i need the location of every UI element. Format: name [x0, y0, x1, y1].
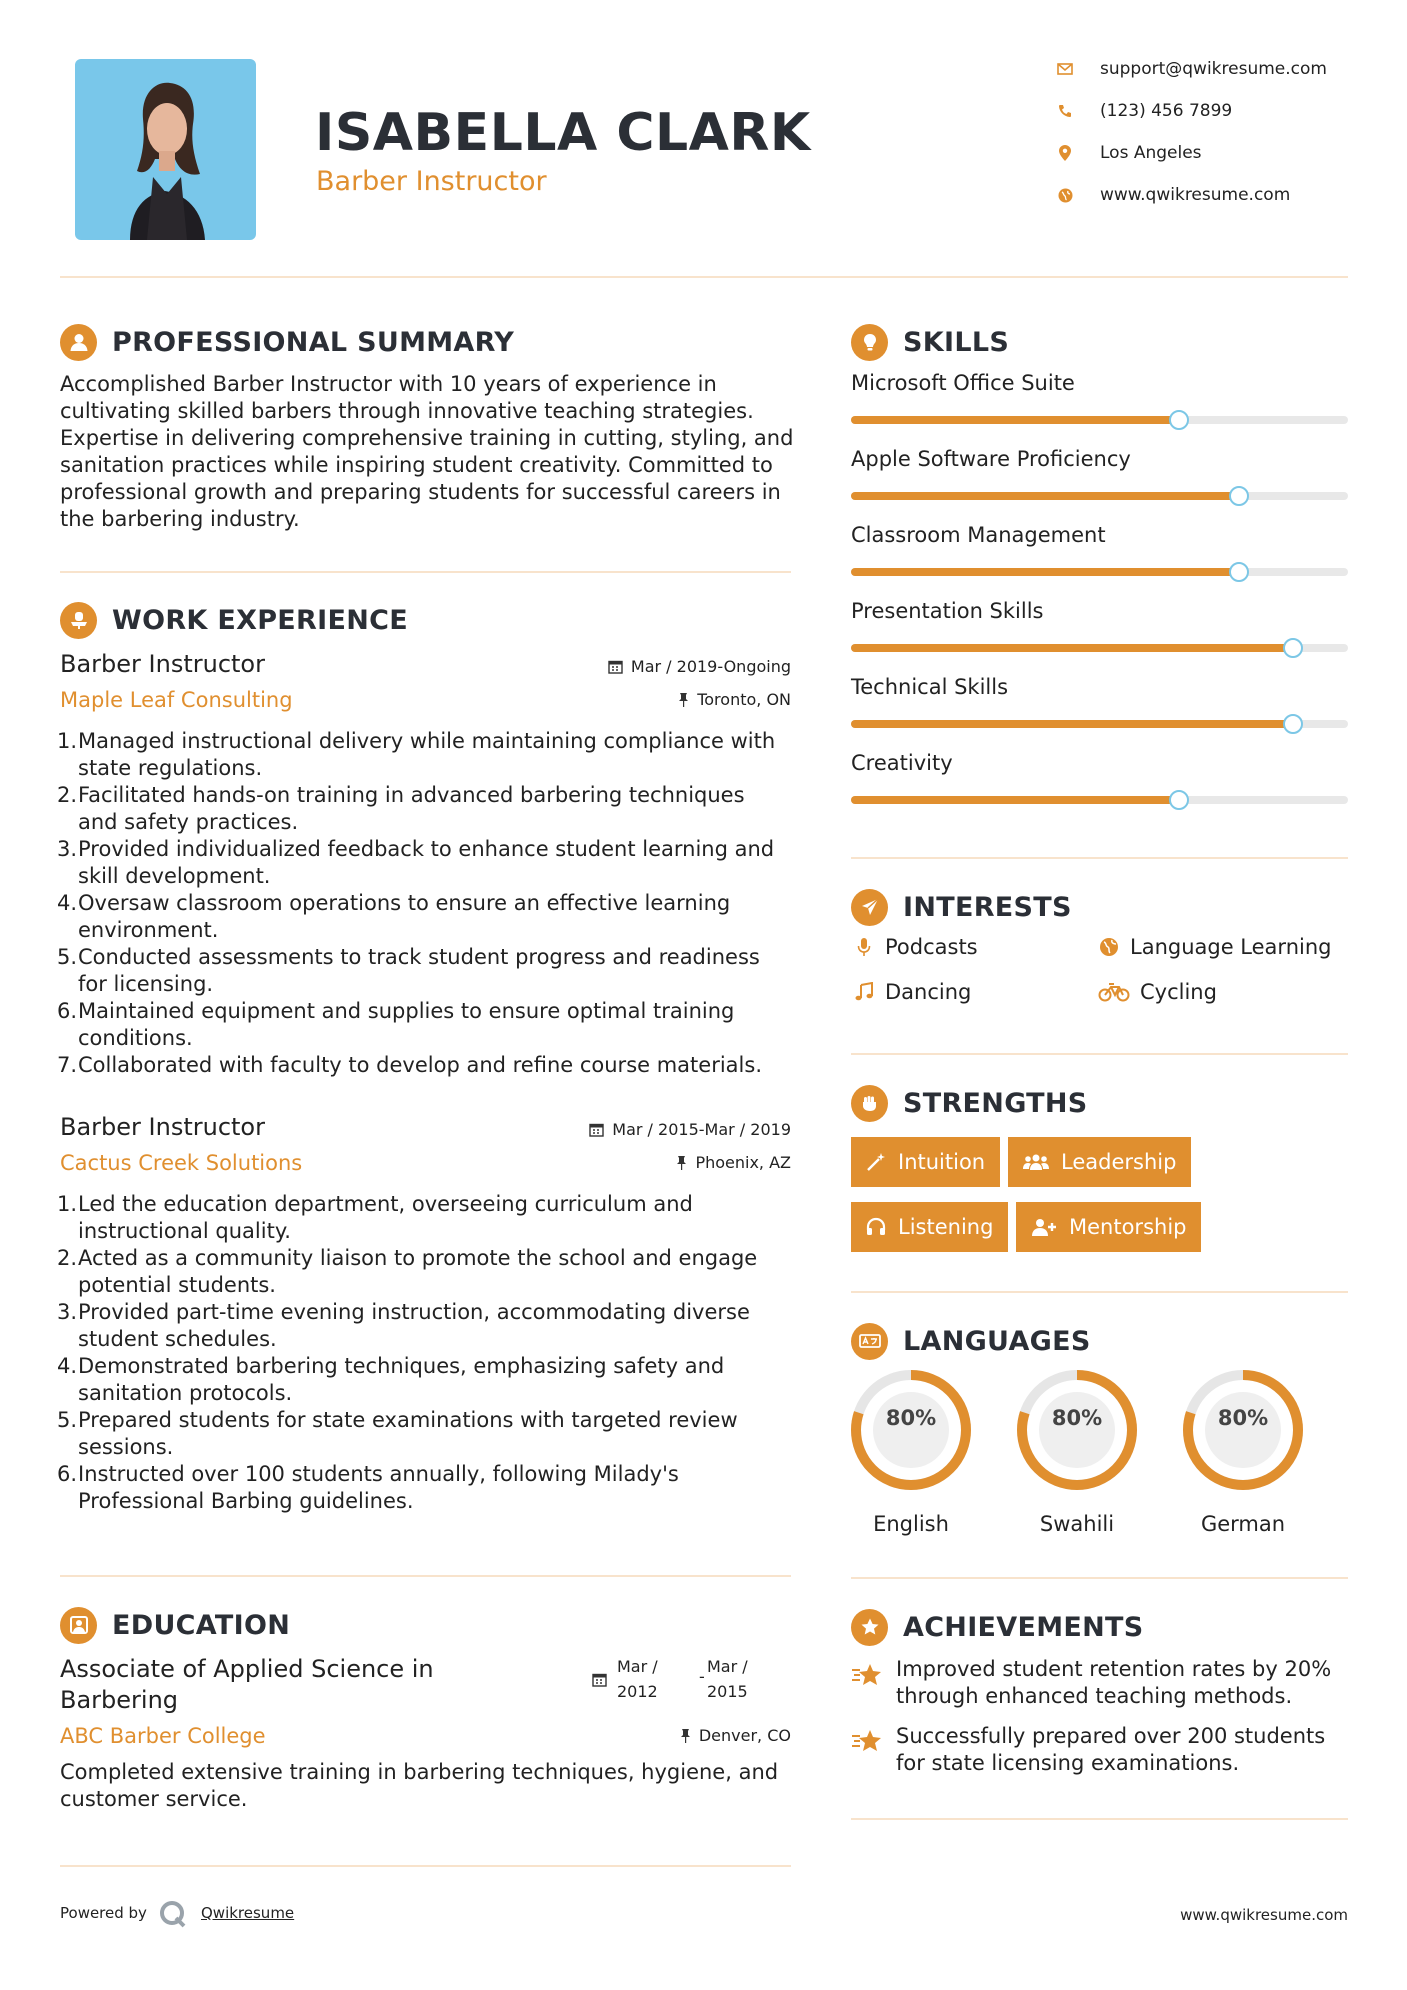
skill-track: [851, 644, 1348, 652]
list-item: [57, 1407, 800, 1461]
language-progress-ring: [1015, 1368, 1139, 1492]
list-line: Managed instructional delivery while maintaining compliance with: [78, 729, 776, 753]
list-item: [57, 1191, 800, 1245]
skill-track: [851, 796, 1348, 804]
list-number: 6.: [57, 1462, 78, 1486]
education-desc-line: customer service.: [60, 1787, 248, 1811]
summary-line: cultivating skilled barbers through innovative teaching strategies.: [60, 399, 754, 423]
strength-label: Leadership: [1061, 1150, 1177, 1174]
skill-name: Presentation Skills: [851, 599, 1044, 623]
graduate-icon: [60, 1607, 97, 1644]
skill-name: Classroom Management: [851, 523, 1106, 547]
education-start: [617, 1654, 658, 1704]
summary-title: PROFESSIONAL SUMMARY: [112, 326, 515, 358]
language-percent: 80%: [1051, 1406, 1103, 1430]
list-item: [57, 890, 800, 944]
language-percent: 80%: [885, 1406, 937, 1430]
education-desc-line: Completed extensive training in barbering techniques, hygiene, and: [60, 1760, 779, 1784]
strength-label: Listening: [898, 1215, 994, 1239]
education-location-text: Denver, CO: [698, 1726, 791, 1745]
list-line: for licensing.: [78, 972, 214, 996]
skills-divider: [851, 857, 1348, 859]
list-number: 2.: [57, 1246, 78, 1270]
skill-slider-handle[interactable]: [1283, 714, 1303, 734]
powered-by-label: Powered by: [60, 1904, 147, 1922]
strengths-divider: [851, 1291, 1348, 1293]
job-title: Barber Instructor: [60, 1113, 265, 1141]
summary-heading: [60, 322, 514, 362]
headphones-icon: [866, 1217, 886, 1237]
list-item: [57, 782, 800, 836]
list-line: state regulations.: [78, 756, 263, 780]
skill-level-fill: [851, 492, 1239, 500]
globe-icon: [1056, 186, 1074, 204]
education-divider: [60, 1865, 791, 1867]
contact-email-text: support@qwikresume.com: [1100, 59, 1327, 79]
list-number: 1.: [57, 729, 78, 753]
list-item: [57, 1052, 800, 1079]
school-name: ABC Barber College: [60, 1724, 266, 1748]
language-progress-ring: [1181, 1368, 1305, 1492]
qwikresume-link[interactable]: Qwikresume: [201, 1904, 295, 1922]
strength-label: Intuition: [898, 1150, 986, 1174]
skill-name: Technical Skills: [851, 675, 1009, 699]
paper-plane-icon: [851, 889, 888, 926]
list-line: Professional Barbing guidelines.: [78, 1489, 414, 1513]
list-number: 6.: [57, 999, 78, 1023]
interests-divider: [851, 1053, 1348, 1055]
candidate-title: Barber Instructor: [316, 166, 547, 197]
list-line: sessions.: [78, 1435, 174, 1459]
qwikresume-logo-icon: [158, 1899, 188, 1933]
achievement-line: through enhanced teaching methods.: [896, 1684, 1293, 1708]
skill-level-fill: [851, 644, 1293, 652]
skill-track: [851, 416, 1348, 424]
pin-icon: [680, 1728, 691, 1743]
trophy-star-icon: [851, 1662, 883, 1692]
profile-photo: [75, 59, 256, 240]
contact-website[interactable]: [1056, 181, 1290, 209]
job-location-text: Phoenix, AZ: [695, 1153, 791, 1172]
skill-slider-handle[interactable]: [1169, 790, 1189, 810]
list-line: Conducted assessments to track student progress and readiness: [78, 945, 760, 969]
interest-item: [851, 935, 978, 959]
list-number: 4.: [57, 1354, 78, 1378]
list-number: 5.: [57, 1408, 78, 1432]
skill-slider-handle[interactable]: [1169, 410, 1189, 430]
language-ring: [1181, 1368, 1305, 1496]
list-line: environment.: [78, 918, 219, 942]
education-heading: [60, 1605, 290, 1645]
date-line: 2012: [617, 1682, 658, 1701]
achievement-item: [896, 1656, 1346, 1710]
skill-slider-handle[interactable]: [1283, 638, 1303, 658]
contact-location: [1056, 139, 1202, 167]
interest-label: Dancing: [885, 980, 972, 1004]
skills-heading: [851, 322, 1009, 362]
interest-label: Language Learning: [1130, 935, 1332, 959]
job-title: Barber Instructor: [60, 650, 265, 678]
achievement-line: Improved student retention rates by 20%: [896, 1657, 1332, 1681]
language-item: [849, 1368, 973, 1536]
education-description: [60, 1759, 800, 1813]
language-name: Swahili: [1039, 1512, 1115, 1536]
interest-item: [1096, 980, 1217, 1004]
summary-text: [60, 371, 800, 533]
strength-badge: [851, 1202, 1008, 1252]
summary-line: the barbering industry.: [60, 507, 300, 531]
interests-title: INTERESTS: [903, 891, 1072, 923]
strengths-heading: [851, 1083, 1088, 1123]
education-title: EDUCATION: [112, 1609, 291, 1641]
calendar-icon: [589, 1122, 604, 1137]
language-item: [1015, 1368, 1139, 1536]
skill-name: Creativity: [851, 751, 953, 775]
pin-icon: [676, 1155, 687, 1170]
education-end: [707, 1654, 748, 1704]
skill-slider-handle[interactable]: [1229, 562, 1249, 582]
job-date-text: Mar / 2015-Mar / 2019: [612, 1120, 791, 1139]
languages-heading: [851, 1321, 1091, 1361]
achievement-line: for state licensing examinations.: [896, 1751, 1240, 1775]
job-location: [520, 1153, 791, 1172]
list-item: [57, 728, 800, 782]
list-number: 1.: [57, 1192, 78, 1216]
language-name: German: [1200, 1512, 1286, 1536]
list-line: potential students.: [78, 1273, 276, 1297]
footer-url[interactable]: www.qwikresume.com: [1180, 1906, 1348, 1924]
language-ring: [1015, 1368, 1139, 1496]
contact-phone[interactable]: [1056, 97, 1232, 125]
map-marker-icon: [1056, 144, 1074, 162]
phone-icon: [1056, 102, 1074, 120]
achievement-line: Successfully prepared over 200 students: [896, 1724, 1326, 1748]
lightbulb-icon: [851, 324, 888, 361]
fist-icon: [851, 1085, 888, 1122]
list-item: [57, 1353, 800, 1407]
education-location: [520, 1726, 791, 1745]
skill-name: Microsoft Office Suite: [851, 371, 1075, 395]
interest-label: Cycling: [1140, 980, 1217, 1004]
language-name: English: [873, 1512, 949, 1536]
list-number: 3.: [57, 1300, 78, 1324]
list-item: [57, 1245, 800, 1299]
users-icon: [1023, 1152, 1049, 1172]
skill-level-fill: [851, 796, 1179, 804]
languages-title: LANGUAGES: [903, 1325, 1091, 1357]
degree-title: [60, 1654, 434, 1716]
language-ring: [849, 1368, 973, 1496]
list-line: Provided individualized feedback to enhance student learning and: [78, 837, 775, 861]
summary-line: Expertise in delivering comprehensive training in cutting, styling, and: [60, 426, 794, 450]
job-company: Cactus Creek Solutions: [60, 1151, 303, 1175]
strength-badge: [1008, 1137, 1191, 1187]
microphone-icon: [851, 937, 877, 957]
job-date-text: Mar / 2019-Ongoing: [630, 657, 791, 676]
date-line: 2015: [707, 1682, 748, 1701]
list-line: instructional quality.: [78, 1219, 291, 1243]
summary-line: sanitation practices while inspiring student creativity. Committed to: [60, 453, 773, 477]
degree-line: Associate of Applied Science in: [60, 1655, 434, 1683]
bicycle-icon: [1096, 982, 1132, 1002]
star-icon: [851, 1609, 888, 1646]
list-line: Acted as a community liaison to promote the school and engage: [78, 1246, 758, 1270]
strength-badge: [851, 1137, 1000, 1187]
skills-title: SKILLS: [903, 326, 1010, 358]
list-line: Maintained equipment and supplies to ensure optimal training: [78, 999, 735, 1023]
language-percent: 80%: [1217, 1406, 1269, 1430]
language-card-icon: [851, 1323, 888, 1360]
job-date: [520, 1120, 791, 1139]
calendar-icon: [592, 1672, 607, 1687]
list-number: 4.: [57, 891, 78, 915]
music-icon: [851, 982, 877, 1002]
list-item: [57, 1461, 800, 1515]
job-duties: [57, 728, 800, 1079]
list-line: Collaborated with faculty to develop and refine course materials.: [78, 1053, 762, 1077]
contact-location-text: Los Angeles: [1100, 143, 1202, 163]
interest-item: [851, 980, 971, 1004]
skill-level-fill: [851, 568, 1239, 576]
list-item: [57, 944, 800, 998]
list-number: 2.: [57, 783, 78, 807]
degree-line: Barbering: [60, 1686, 179, 1714]
date-line: Mar /: [707, 1657, 748, 1676]
skill-track: [851, 720, 1348, 728]
list-line: student schedules.: [78, 1327, 277, 1351]
contact-website-text: www.qwikresume.com: [1100, 185, 1291, 205]
list-item: [57, 1299, 800, 1353]
magic-wand-icon: [866, 1152, 886, 1172]
job-company: Maple Leaf Consulting: [60, 688, 293, 712]
list-line: Instructed over 100 students annually, following Milady's: [78, 1462, 679, 1486]
list-number: 7.: [57, 1053, 78, 1077]
calendar-icon: [608, 659, 623, 674]
header-divider: [60, 276, 1348, 278]
summary-line: Accomplished Barber Instructor with 10 years of experience in: [60, 372, 717, 396]
interest-label: Podcasts: [885, 935, 978, 959]
list-line: Demonstrated barbering techniques, emphasizing safety and: [78, 1354, 725, 1378]
interest-item: [1096, 935, 1331, 959]
work-heading: [60, 600, 408, 640]
skill-level-fill: [851, 720, 1293, 728]
strength-badge: [1016, 1202, 1201, 1252]
globe-icon: [1096, 937, 1122, 957]
list-line: Prepared students for state examinations with targeted review: [78, 1408, 738, 1432]
skill-slider-handle[interactable]: [1229, 486, 1249, 506]
summary-divider: [60, 571, 791, 573]
strengths-title: STRENGTHS: [903, 1087, 1088, 1119]
contact-email[interactable]: [1056, 55, 1327, 83]
list-item: [57, 836, 800, 890]
briefcase-icon: [60, 602, 97, 639]
job-location-text: Toronto, ON: [697, 690, 791, 709]
language-progress-ring: [849, 1368, 973, 1492]
work-divider: [60, 1575, 791, 1577]
interests-heading: [851, 887, 1072, 927]
contact-phone-text: (123) 456 7899: [1100, 101, 1233, 121]
list-line: Led the education department, overseeing curriculum and: [78, 1192, 693, 1216]
list-line: Oversaw classroom operations to ensure an effective learning: [78, 891, 731, 915]
list-item: [57, 998, 800, 1052]
list-line: conditions.: [78, 1026, 193, 1050]
list-line: and safety practices.: [78, 810, 299, 834]
job-location: [520, 690, 791, 709]
achievement-item: [896, 1723, 1346, 1777]
person-silhouette-icon: [75, 59, 256, 240]
list-number: 3.: [57, 837, 78, 861]
trophy-star-icon: [851, 1728, 883, 1758]
strength-label: Mentorship: [1069, 1215, 1187, 1239]
languages-divider: [851, 1577, 1348, 1579]
list-line: sanitation protocols.: [78, 1381, 293, 1405]
skill-track: [851, 492, 1348, 500]
achievements-title: ACHIEVEMENTS: [903, 1611, 1144, 1643]
job-date: [520, 657, 791, 676]
achievements-heading: [851, 1607, 1144, 1647]
list-line: Facilitated hands-on training in advanced barbering techniques: [78, 783, 745, 807]
achievements-divider: [851, 1818, 1348, 1820]
summary-line: professional growth and preparing students for successful careers in: [60, 480, 781, 504]
job-duties: [57, 1191, 800, 1515]
skill-track: [851, 568, 1348, 576]
language-item: [1181, 1368, 1305, 1536]
user-plus-icon: [1031, 1217, 1057, 1237]
candidate-name: ISABELLA CLARK: [315, 103, 811, 163]
date-line: Mar /: [617, 1657, 658, 1676]
user-icon: [60, 324, 97, 361]
envelope-icon: [1056, 60, 1074, 78]
pin-icon: [678, 692, 689, 707]
work-title: WORK EXPERIENCE: [112, 604, 408, 636]
list-line: Provided part-time evening instruction, accommodating diverse: [78, 1300, 750, 1324]
skill-level-fill: [851, 416, 1179, 424]
list-line: skill development.: [78, 864, 271, 888]
list-number: 5.: [57, 945, 78, 969]
date-separator: -: [699, 1667, 705, 1686]
skill-name: Apple Software Proficiency: [851, 447, 1131, 471]
